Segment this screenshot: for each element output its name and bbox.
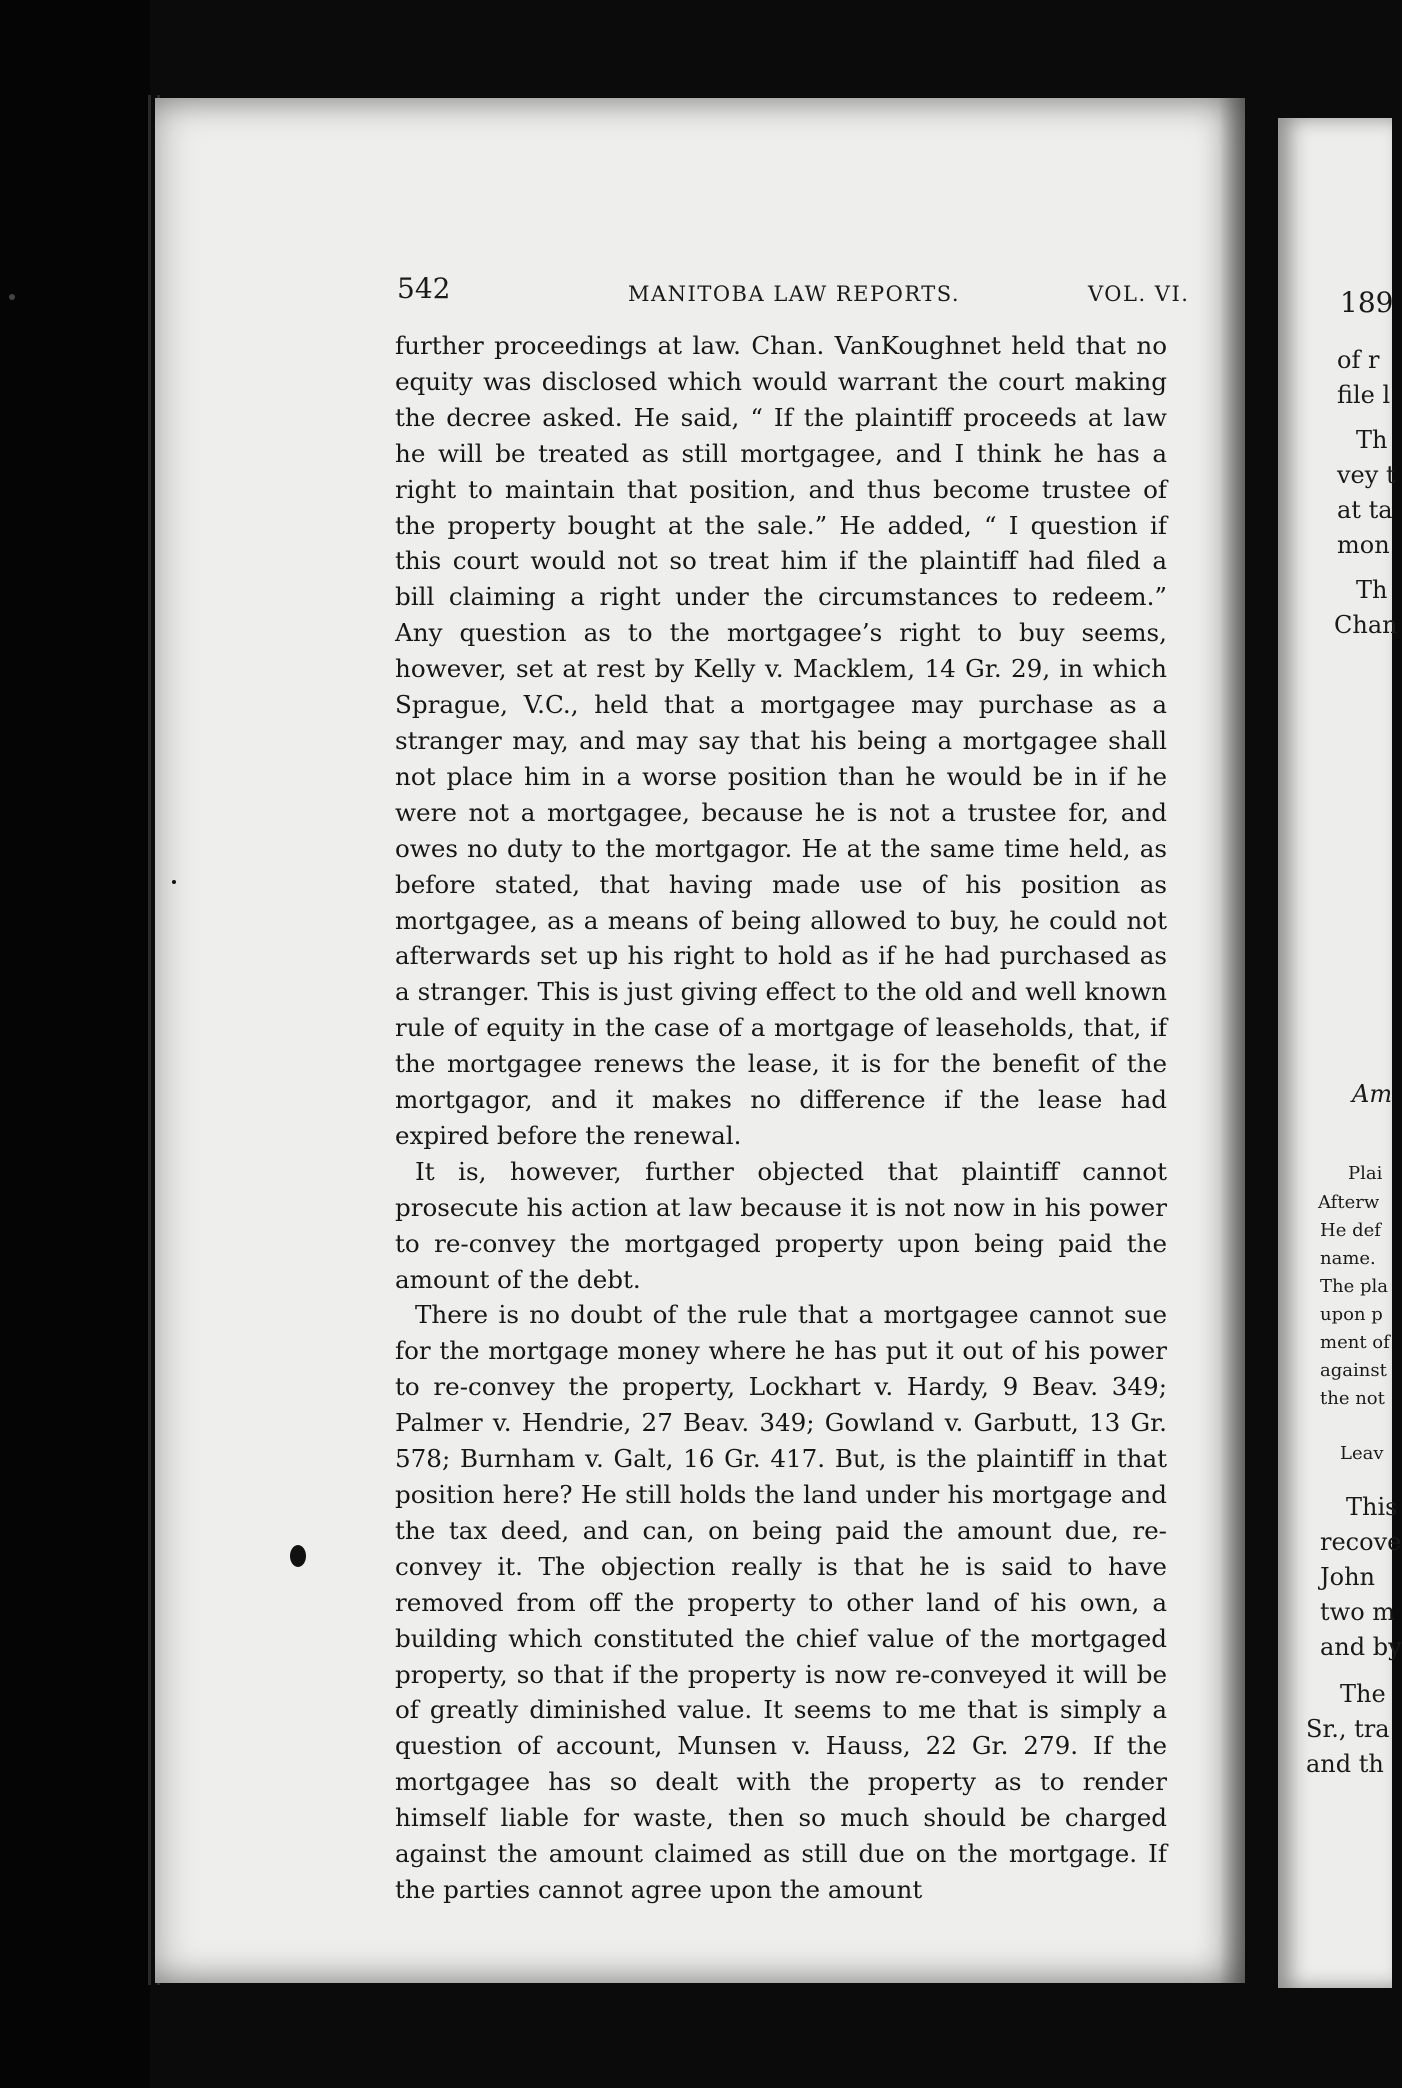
- facing-line: upon p: [1320, 1304, 1383, 1325]
- facing-line: of r: [1337, 346, 1380, 374]
- facing-line: two m: [1320, 1598, 1396, 1626]
- ink-speck: [9, 294, 15, 300]
- facing-line: Chan: [1334, 611, 1398, 639]
- paragraph: There is no doubt of the rule that a mortgagee cannot sue for the mortgage money where he has put it out of his power to re-convey the property, Lockhart v. Hardy, 9 Beav. 349; Palmer v. Hendrie, 27 Beav. 349; Gowland v. Garbutt, 13 Gr. 578; Burnham v. Galt, 16 Gr. 417. But, is the plaintiff in that position here? He still holds the land under his mortgage and the tax deed, and can, on being paid the amount due, re-convey it. The objection really is that he is said to have removed from off the property to other land of his own, a building which constituted the chief value of the mortgaged property, so that if the property is now re-conveyed it will be of greatly diminished value. It seems to me that is simply a question of account, Munsen v. Hauss, 22 Gr. 279. If the mortgagee has so dealt with the property as to render himself liable for waste, then so much should be charged against the amount claimed as still due on the mortgage. If the parties cannot agree upon the amount: [395, 1300, 1167, 1904]
- facing-line: and th: [1306, 1750, 1384, 1778]
- facing-line: Am: [1352, 1080, 1393, 1108]
- ink-blot: [290, 1545, 306, 1567]
- facing-line: Sr., tra: [1306, 1715, 1390, 1743]
- facing-line: at ta: [1337, 496, 1393, 524]
- facing-line: John: [1320, 1563, 1375, 1591]
- facing-line: file l: [1337, 381, 1391, 409]
- paragraph: It is, however, further objected that plaintiff cannot prosecute his action at law because it is not now in his power to re-convey the mortgaged property upon being paid the amount of the debt.: [395, 1156, 1167, 1294]
- facing-line: against: [1320, 1360, 1387, 1381]
- facing-line: Plai: [1348, 1163, 1383, 1184]
- facing-line: mon: [1337, 531, 1390, 559]
- facing-line: and by: [1320, 1633, 1402, 1661]
- facing-page: [1278, 118, 1402, 1988]
- paragraph: further proceedings at law. Chan. VanKoughnet held that no equity was disclosed which would warrant the court making the decree asked. He said, “ If the plaintiff proceeds at law he will be treated as still mortgagee, and I think he has a right to maintain that position, and thus become trustee of the property bought at the sale.” He added, “ I question if this court would not so treat him if the plaintiff had filed a bill claiming a right under the circumstances to redeem.” Any question as to the mortgagee’s right to buy seems, however, set at rest by Kelly v. Macklem, 14 Gr. 29, in which Sprague, V.C., held that a mortgagee may purchase as a stranger may, and may say that his being a mortgagee shall not place him in a worse position than he would be in if he were not a mortgagee, because he is not a trustee for, and owes no duty to the mortgagor. He at the same time held, as before stated, that having made use of his position as mortgagee, as a means of being allowed to buy, he could not afterwards set up his right to hold as if he had purchased as a stranger. This is just giving effect to the old and well known rule of equity in the case of a mortgage of leaseholds, that, if the mortgagee renews the lease, it is for the benefit of the mortgagor, and it makes no difference if the lease had expired before the renewal.: [395, 331, 1167, 1150]
- page-number: 542: [397, 272, 451, 305]
- running-title: MANITOBA LAW REPORTS.: [628, 282, 961, 306]
- ink-speck: [172, 880, 176, 884]
- facing-line: Leav: [1340, 1443, 1384, 1464]
- page-fold-shadow: [1219, 98, 1245, 1983]
- body-text: [395, 328, 1167, 1908]
- facing-line: The pla: [1320, 1276, 1388, 1297]
- scan-border-left: [0, 0, 150, 2088]
- facing-line: This: [1346, 1493, 1398, 1521]
- facing-line: He def: [1320, 1220, 1381, 1241]
- volume-label: VOL. VI.: [1088, 282, 1190, 306]
- facing-line: Afterw: [1318, 1192, 1380, 1213]
- binding-line: [148, 95, 151, 1985]
- facing-line: The: [1340, 1680, 1386, 1708]
- facing-line: recove: [1320, 1528, 1402, 1556]
- facing-page-number: 189: [1340, 286, 1394, 319]
- facing-line: ment of: [1320, 1332, 1390, 1353]
- facing-line: name.: [1320, 1248, 1376, 1269]
- facing-line: Th: [1356, 426, 1388, 454]
- facing-line: vey t: [1337, 461, 1396, 489]
- facing-line: the not: [1320, 1388, 1385, 1409]
- facing-line: Th: [1356, 576, 1388, 604]
